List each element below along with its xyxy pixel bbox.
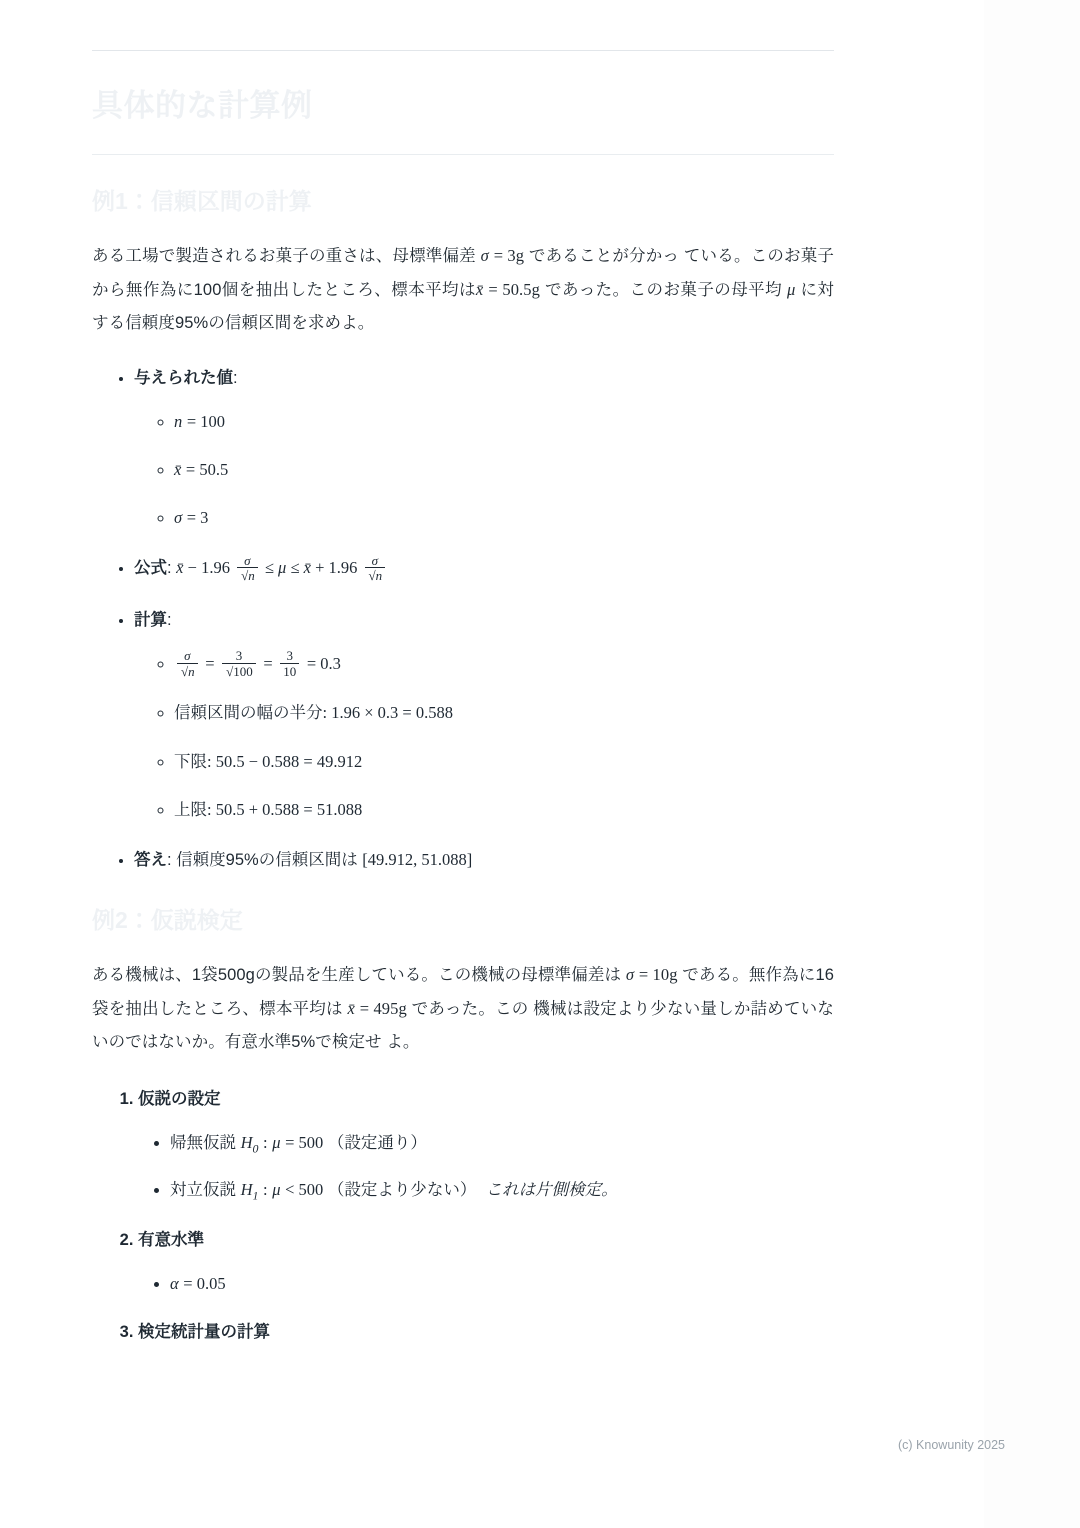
null-hypothesis: • 帰無仮説 $H_0$ : μ = 500 （設定通り） [170,1129,834,1158]
hypothesis-list [138,1129,834,1206]
calc-step-sigma-over-sqrt-n: ◦ $\frac{\sigma}{√n}$ = $\frac{3}{√100}$ = $\frac{3}{10}$ = 0.3 [174,650,834,679]
given-value-xbar: ◦ x̄ = 50.5 [174,456,834,484]
given-values-label: 与えられた値 [134,369,233,388]
section-heading-example-2: 例2：仮説検定 [92,906,243,933]
calc-step-upper-bound: ◦ 上限: 50.5 + 0.588 = 51.088 [174,796,834,824]
title-divider [92,154,834,155]
page-right-margin [984,0,1080,1528]
section-heading-example-1: 例1：信頼区間の計算 [92,188,312,215]
example-1-list [92,364,834,874]
formula-expression: x̄ − 1.96 $\frac{\sigma}{√n}$ ≤ μ ≤ x̄ + 1.96 $\frac{\sigma}{√n}$ [176,558,388,577]
formula-item: • 公式: x̄ − 1.96 $\frac{\sigma}{√n}$ ≤ μ ≤ x̄ + 1.96 $\frac{\sigma}{√n}$ [134,554,834,584]
step-significance-level-label: 有意水準 [138,1230,204,1249]
formula-label: 公式 [134,559,167,578]
top-divider [92,50,834,51]
alternative-hypothesis: • 対立仮説 $H_1$ : μ < 500 （設定より少ない） これは片側検定。 [170,1176,834,1205]
calculation-list [134,650,834,823]
copyright-footer: (c) Knowunity 2025 [898,1438,1006,1452]
calculation-item: • 計算: ◦ $\frac{\sigma}{√n}$ = $\frac{3}{√100}$ = $\frac{3}{10}$ = 0.3 ◦ 信頼区間の幅の半分: 1.96 × 0.3 = 0.588 ◦ 下限: 50.5 − 0.588 = 49.912 ◦ 上限: 50.5 + 0.588 = 51.088 [134,606,834,823]
calculation-label: 計算 [134,611,167,630]
page-title: 具体的な計算例 [92,88,313,123]
step-test-statistic-label: 検定統計量の計算 [138,1322,270,1341]
alpha-value: • α = 0.05 [170,1270,834,1298]
calc-step-half-width: ◦ 信頼区間の幅の半分: 1.96 × 0.3 = 0.588 [174,699,834,727]
given-value-n: ◦ n = 100 [174,408,834,436]
step-hypothesis-setup [138,1085,834,1206]
step-hypothesis-setup-label: 仮説の設定 [138,1089,221,1108]
example-2-steps [92,1085,834,1346]
step-significance-level [138,1226,834,1298]
answer-item: • 答え: 信頼度95%の信頼区間は [49.912, 51.088] [134,846,834,874]
example-1-problem-text: ある工場で製造されるお菓子の重さは、母標準偏差 σ = 3g であることが分かっ ている。このお菓子から無作為に100個を抽出したところ、標本平均はx̄ = 50.5g であった。このお菓子の母平均 μ に対する信頼度95%の信頼区間を求めよ。 [92,246,835,333]
one-sided-test-note: これは片側検定。 [485,1181,618,1200]
answer-label: 答え [134,850,167,869]
significance-level-list [138,1270,834,1298]
given-values-list [134,408,834,532]
given-value-sigma: ◦ σ = 3 [174,504,834,532]
step-test-statistic [138,1318,834,1346]
calc-step-lower-bound: ◦ 下限: 50.5 − 0.588 = 49.912 [174,748,834,776]
document-content [92,0,834,1364]
example-2-problem-text: ある機械は、1袋500gの製品を生産している。この機械の母標準偏差は σ = 10g である。無作為に16袋を抽出したところ、標本平均は x̄ = 495g であった。この 機械は設定より少ない量しか詰めていないのではないか。有意水準5%で検定せ よ。 [92,964,835,1051]
given-values-item: • 与えられた値: ◦ n = 100 ◦ x̄ = 50.5 ◦ σ = 3 [134,364,834,532]
